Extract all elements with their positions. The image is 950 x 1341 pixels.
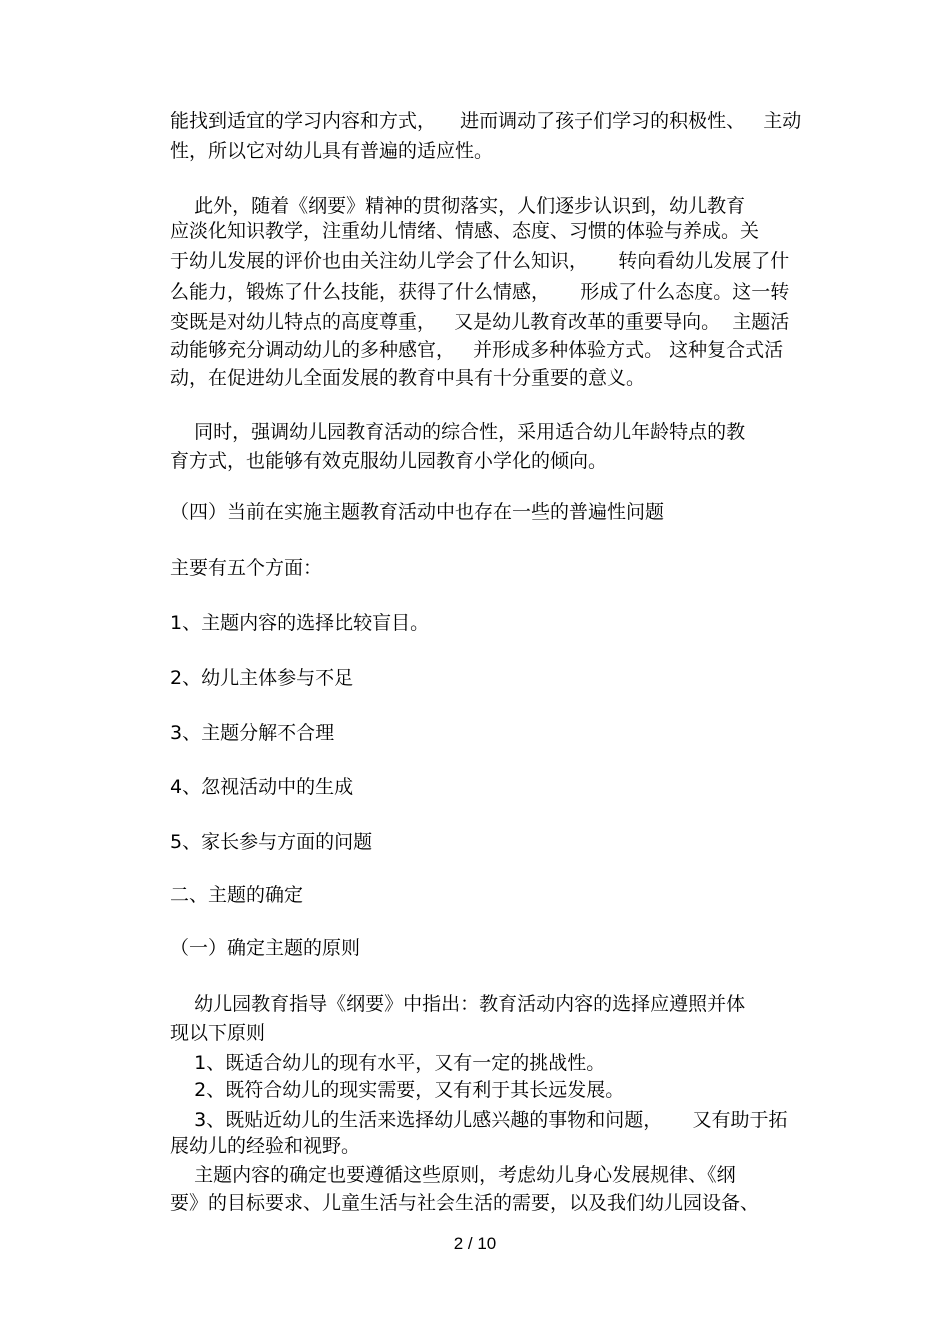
list-item: 2、既符合幼儿的现实需要，又有利于其长远发展。 — [170, 1079, 625, 1101]
section-heading: 二、主题的确定 — [170, 884, 304, 906]
text-line: 变既是对幼儿特点的高度尊重， 又是幼儿教育改革的重要导向。 主题活 — [170, 311, 790, 333]
text-line: 展幼儿的经验和视野。 — [170, 1135, 361, 1157]
list-item: 2、幼儿主体参与不足 — [170, 667, 354, 689]
text-line: 主题内容的确定也要遵循这些原则，考虑幼儿身心发展规律、《纲 — [170, 1164, 736, 1186]
text-line: 同时，强调幼儿园教育活动的综合性，采用适合幼儿年龄特点的教 — [170, 421, 746, 443]
text-line: 主要有五个方面： — [170, 557, 323, 579]
list-item: 1、既适合幼儿的现有水平，又有一定的挑战性。 — [170, 1052, 606, 1074]
text-line: 现以下原则 — [170, 1022, 266, 1044]
text-line: 动，在促进幼儿全面发展的教育中具有十分重要的意义。 — [170, 367, 646, 389]
text-line: 此外，随着《纲要》精神的贯彻落实，人们逐步认识到，幼儿教育 — [170, 195, 746, 217]
text-line: 应淡化知识教学，注重幼儿情绪、情感、态度、习惯的体验与养成。关 — [170, 220, 760, 242]
list-item: 3、主题分解不合理 — [170, 722, 335, 744]
text-line: 么能力，锻炼了什么技能，获得了什么情感， 形成了什么态度。这一转 — [170, 281, 790, 303]
text-line: 育方式，也能够有效克服幼儿园教育小学化的倾向。 — [170, 450, 608, 472]
text-line: 性，所以它对幼儿具有普遍的适应性。 — [170, 140, 494, 162]
page-number: 2 / 10 — [453, 1234, 497, 1253]
section-heading: （四）当前在实施主题教育活动中也存在一些的普遍性问题 — [170, 501, 665, 523]
list-item: 1、主题内容的选择比较盲目。 — [170, 612, 430, 634]
list-item: 3、既贴近幼儿的生活来选择幼儿感兴趣的事物和问题， 又有助于拓 — [170, 1109, 788, 1131]
text-line: 于幼儿发展的评价也由关注幼儿学会了什么知识， 转向看幼儿发展了什 — [170, 250, 790, 272]
list-item: 4、忽视活动中的生成 — [170, 776, 354, 798]
text-line: 动能够充分调动幼儿的多种感官， 并形成多种体验方式。 这种复合式活 — [170, 339, 784, 361]
text-line: 幼儿园教育指导《纲要》中指出：教育活动内容的选择应遵照并体 — [170, 993, 746, 1015]
section-heading: （一）确定主题的原则 — [170, 937, 361, 959]
text-line: 能找到适宜的学习内容和方式， 进而调动了孩子们学习的积极性、 主动 — [170, 110, 802, 132]
text-line: 要》的目标要求、儿童生活与社会生活的需要，以及我们幼儿园设备、 — [170, 1192, 760, 1214]
list-item: 5、家长参与方面的问题 — [170, 831, 373, 853]
